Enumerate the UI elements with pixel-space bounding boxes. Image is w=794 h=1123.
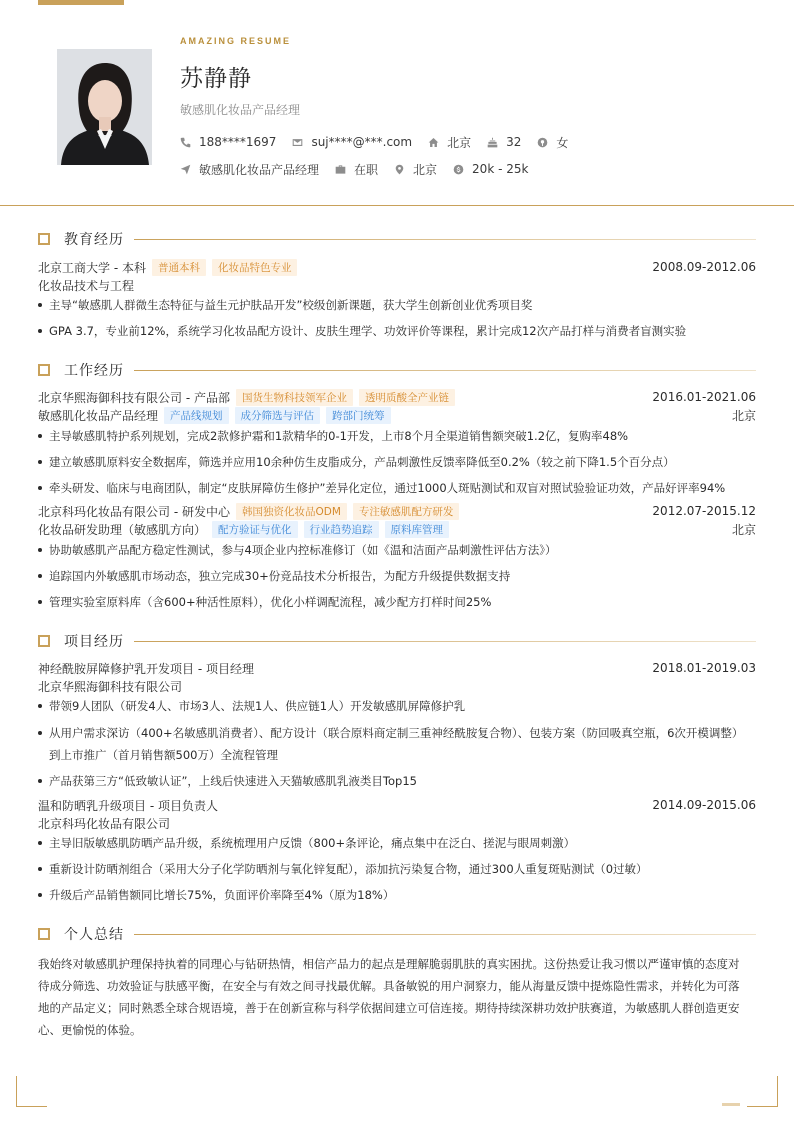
target-job-text: 敏感肌化妆品产品经理 (199, 162, 320, 177)
education-tag: 普通本科 (152, 259, 206, 276)
project-bullet: 产品获第三方“低致敏认证”，上线后快速进入天猫敏感肌乳液类目Top15 (38, 770, 750, 792)
status-text: 在职 (354, 162, 379, 177)
section-projects (38, 631, 756, 651)
phone-item (180, 135, 276, 149)
briefcase-icon (335, 164, 346, 175)
project-bullet: 从用户需求深访（400+名敏感肌消费者）、配方设计（联合原料商定制三重神经酰胺复合物）、包装方案（防回吸真空瓶，6次开模调整）到上市推广（首月销售额500万）全流程管理 (38, 722, 750, 766)
work-location: 北京 (731, 522, 756, 537)
phone-text: 188****1697 (199, 135, 277, 149)
target-job-item (180, 161, 319, 178)
cake-icon (487, 137, 498, 148)
gender-item (537, 134, 568, 151)
section-divider (134, 934, 756, 935)
corner-ornament (16, 1076, 47, 1107)
role-tag: 原料库管理 (385, 521, 450, 538)
contact-row (180, 134, 584, 150)
home-item (428, 134, 471, 151)
send-icon (180, 164, 191, 175)
salary-text: 20k - 25k (472, 162, 529, 176)
section-title: 教育经历 (64, 232, 124, 248)
project-bullet: 带领9人团队（研发4人、市场3人、法规1人、供应链1人）开发敏感肌屏障修护乳 (38, 695, 750, 717)
section-divider (134, 370, 756, 371)
project-org: 北京科玛化妆品有限公司 (38, 816, 171, 831)
job-role: 化妆品研发助理（敏感肌方向） (38, 522, 207, 537)
section-marker (38, 233, 50, 245)
role-tag: 行业趋势追踪 (304, 521, 379, 538)
section-divider (134, 239, 756, 240)
age-text: 32 (506, 135, 522, 149)
work-bullet: 协助敏感肌产品配方稳定性测试，参与4项企业内控标准修订（如《温和洁面产品刺激性评估方法》） (38, 539, 750, 561)
school-name: 北京工商大学 - 本科 (38, 260, 146, 275)
work-entry-head (38, 502, 756, 520)
project-org-row (38, 677, 756, 695)
section-work (38, 360, 756, 380)
section-title: 项目经历 (64, 634, 124, 650)
education-tag: 化妆品特色专业 (212, 259, 298, 276)
project-org: 北京华熙海御科技有限公司 (38, 679, 183, 694)
mail-icon (292, 137, 303, 148)
work-role-row (38, 406, 756, 424)
section-marker (38, 364, 50, 376)
work-date: 2016.01-2021.06 (652, 390, 756, 404)
corner-ornament (747, 1076, 778, 1107)
work-entry-head (38, 388, 756, 406)
job-role: 敏感肌化妆品产品经理 (38, 408, 159, 423)
education-bullet: 主导“敏感肌人群微生态特征与益生元护肤品开发”校级创新课题，获大学生创新创业优秀项目奖 (38, 294, 750, 316)
home-icon (428, 137, 439, 148)
company-name: 北京科玛化妆品有限公司 - 研发中心 (38, 504, 230, 519)
section-title: 个人总结 (64, 927, 124, 943)
education-major-row (38, 276, 756, 294)
company-name: 北京华熙海御科技有限公司 - 产品部 (38, 390, 230, 405)
phone-icon (180, 137, 191, 148)
project-title: 神经酰胺屏障修护乳开发项目 - 项目经理 (38, 661, 254, 676)
section-title: 工作经历 (64, 363, 124, 379)
work-role-row (38, 520, 756, 538)
summary-text: 我始终对敏感肌护理保持执着的同理心与钻研热情，相信产品力的起点是理解脆弱肌肤的真实困扰。这份热爱让我习惯以严谨审慎的态度对待成分筛选、功效验证与肤感平衡，在安全与有效之间寻找最优解。具备敏锐的用户洞察力，能从海量反馈中提炼隐性需求，并转化为可落地的产品定义；同时熟悉全球合规语境，善于在创新宣称与科学依据间建立可信连接。期待持续深耕功效护肤赛道，为敏感肌人群创造更安心、更愉悦的体验。 (38, 957, 740, 1037)
company-tag: 透明质酸全产业链 (359, 389, 455, 406)
project-title: 温和防晒乳升级项目 - 项目负责人 (38, 798, 218, 813)
role-tag: 成分筛选与评估 (235, 407, 321, 424)
gender-icon (537, 137, 548, 148)
work-bullet: 追踪国内外敏感肌市场动态，独立完成30+份竞品技术分析报告，为配方升级提供数据支持 (38, 565, 750, 587)
target-city-item (394, 161, 437, 178)
location-pin-icon (394, 164, 405, 175)
home-text: 北京 (447, 135, 472, 150)
section-education (38, 229, 756, 249)
project-org-row (38, 814, 756, 832)
project-date: 2014.09-2015.06 (652, 798, 756, 812)
salary-item (453, 162, 528, 176)
work-bullet: 牵头研发、临床与电商团队，制定“皮肤屏障仿生修护”差异化定位，通过1000人斑贴测试和双盲对照试验验证功效，产品好评率94% (38, 477, 750, 499)
section-divider (134, 641, 756, 642)
education-bullet: GPA 3.7，专业前12%，系统学习化妆品配方设计、皮肤生理学、功效评价等课程，累计完成12次产品打样与消费者盲测实验 (38, 320, 750, 342)
resume-header (0, 0, 794, 206)
work-bullet: 建立敏感肌原料安全数据库，筛选并应用10余种仿生皮脂成分，产品刺激性反馈率降低至0.2%（较之前下降1.5个百分点） (38, 451, 750, 473)
company-tag: 国货生物科技领军企业 (236, 389, 353, 406)
corner-dash (722, 1103, 740, 1106)
section-summary (38, 924, 756, 944)
project-date: 2018.01-2019.03 (652, 661, 756, 675)
work-bullet: 管理实验室原料库（含600+种活性原料），优化小样调配流程，减少配方打样时间25% (38, 591, 750, 613)
resume-eyebrow: AMAZING RESUME (180, 36, 291, 46)
role-tag: 产品线规划 (164, 407, 229, 424)
work-bullet: 主导敏感肌特护系列规划，完成2款修护霜和1款精华的0-1开发，上市8个月全渠道销售额突破1.2亿，复购率48% (38, 425, 750, 447)
major-name: 化妆品技术与工程 (38, 278, 135, 293)
target-city-text: 北京 (413, 162, 438, 177)
company-tag: 专注敏感肌配方研发 (353, 503, 460, 520)
role-tag: 跨部门统筹 (326, 407, 391, 424)
project-entry-head (38, 659, 756, 677)
project-bullet: 升级后产品销售额同比增长75%，负面评价率降至4%（原为18%） (38, 884, 750, 906)
education-entry-head (38, 258, 756, 276)
section-marker (38, 928, 50, 940)
gender-text: 女 (556, 135, 569, 150)
work-date: 2012.07-2015.12 (652, 504, 756, 518)
age-item (487, 135, 521, 149)
project-bullet: 主导旧版敏感肌防晒产品升级，系统梳理用户反馈（800+条评论，痛点集中在泛白、搓泥与眼周刺激） (38, 832, 750, 854)
project-bullet: 重新设计防晒剂组合（采用大分子化学防晒剂与氧化锌复配），添加抗污染复合物，通过300人重复斑贴测试（0过敏） (38, 858, 750, 880)
education-date: 2008.09-2012.06 (652, 260, 756, 274)
section-marker (38, 635, 50, 647)
work-location: 北京 (731, 408, 756, 423)
role-tag: 配方验证与优化 (212, 521, 298, 538)
company-tag: 韩国独资化妆品ODM (236, 503, 347, 520)
candidate-name: 苏静静 (180, 66, 252, 92)
email-item (292, 135, 412, 149)
candidate-title: 敏感肌化妆品产品经理 (180, 103, 301, 117)
job-intent-row (180, 161, 544, 177)
email-text: suj****@***.com (311, 135, 413, 149)
coin-icon (453, 164, 464, 175)
project-entry-head (38, 796, 756, 814)
status-item (335, 161, 378, 178)
profile-photo (57, 49, 152, 165)
